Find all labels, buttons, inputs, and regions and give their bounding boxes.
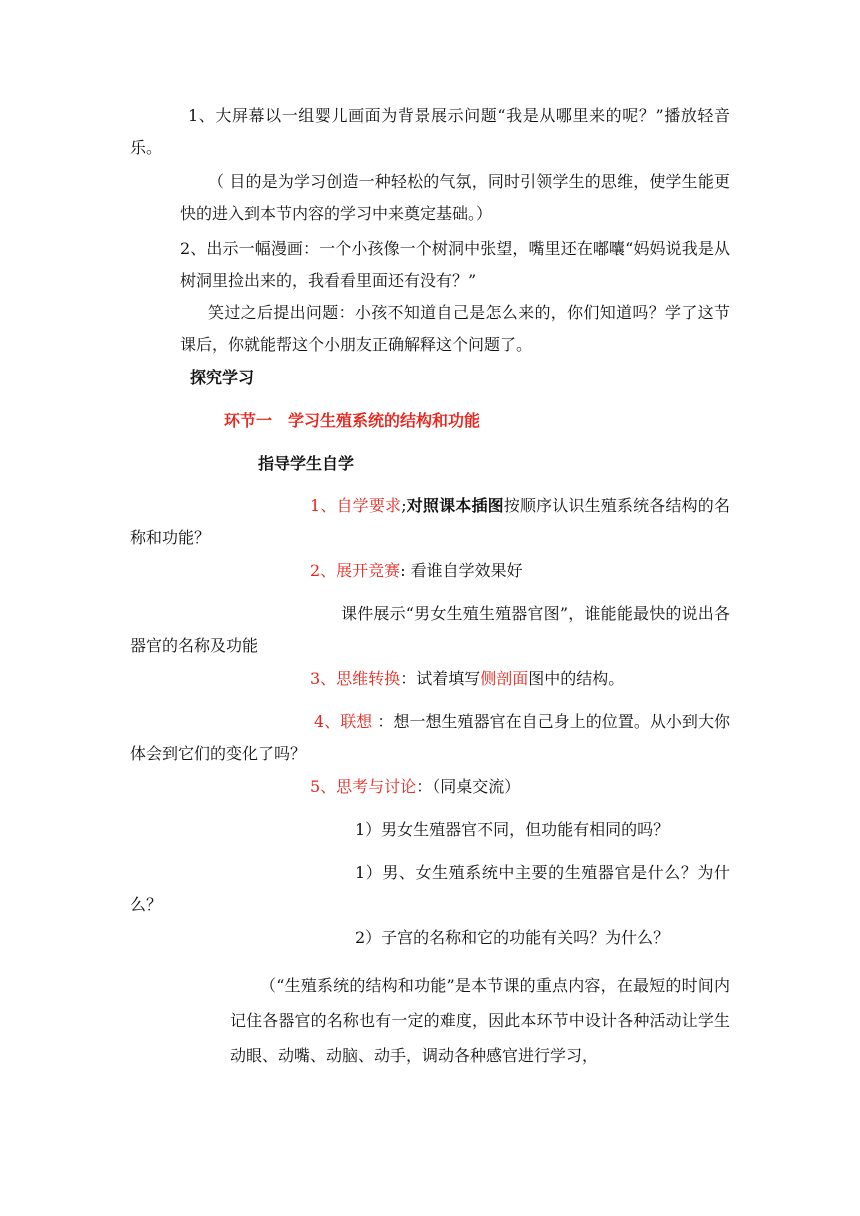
step-2-text: : 看谁自学效果好 <box>400 561 523 580</box>
section-one-heading: 环节一 学习生殖系统的结构和功能 <box>224 411 481 430</box>
discussion-question-2: 1）男、女生殖系统中主要的生殖器官是什么？为什么？ <box>130 863 730 914</box>
step-1-label: 1、自学要求 <box>310 496 402 515</box>
step-3-label: 3、思维转换 <box>310 669 401 688</box>
intro-purpose-note: （ 目的是为学习创造一种轻松的气氛，同时引领学生的思维，使学生能更快的进入到本节内容的学习中来奠定基础。） <box>180 172 730 223</box>
step-3-highlight: 侧剖面 <box>480 669 529 688</box>
step-1-bold-text: 对照课本插图 <box>406 496 504 515</box>
step-4 <box>130 706 730 770</box>
intro-paragraph-3: 笑过之后提出问题：小孩不知道自己是怎么来的，你们知道吗？学了这节课后，你就能帮这个小朋友正确解释这个问题了。 <box>180 303 730 354</box>
guide-heading: 指导学生自学 <box>258 454 355 473</box>
step-2-detail: 课件展示“男女生殖生殖器官图”，谁能能最快的说出各器官的名称及功能 <box>130 604 730 655</box>
design-rationale-note: （“生殖系统的结构和功能”是本节课的重点内容，在最短的时间内记住各器官的名称也有一定的难度，因此本环节中设计各种活动让学生动眼、动嘴、动脑、动手，调动各种感官进行学习， <box>230 976 730 1065</box>
discussion-question-1: 1）男女生殖器官不同，但功能有相同的吗？ <box>355 820 670 839</box>
intro-paragraph-1: 1、大屏幕以一组婴儿画面为背景展示问题“我是从哪里来的呢？”播放轻音乐。 <box>130 106 730 157</box>
step-2-label: 2、展开竞赛 <box>310 561 401 580</box>
intro-paragraph-2: 2、出示一幅漫画：一个小孩像一个树洞中张望，嘴里还在嘟囔“妈妈说我是从树洞里捡出来的，我看看里面还有没有？” <box>180 239 730 290</box>
step-2 <box>310 555 730 587</box>
step-3-text: ：试着填写 <box>400 669 481 688</box>
step-4-text: ：想一想生殖器官在自己身上的位置。从小到大你体会到它们的变化了吗？ <box>130 712 730 763</box>
step-3 <box>310 663 730 695</box>
step-5-label: 5、思考与讨论 <box>310 777 417 796</box>
step-1-separator: ; <box>401 496 407 515</box>
step-5-text: ：（同桌交流） <box>416 777 521 796</box>
step-4-label: 4、联想 <box>314 712 373 731</box>
explore-heading: 探究学习 <box>190 368 255 387</box>
step-3-text-end: 图中的结构。 <box>528 669 625 688</box>
step-1-text: 按顺序认识生殖系统各结构的名称和功能？ <box>130 496 730 547</box>
step-5 <box>310 771 730 803</box>
discussion-question-3: 2）子宫的名称和它的功能有关吗？为什么？ <box>355 928 670 947</box>
step-1 <box>130 490 730 554</box>
